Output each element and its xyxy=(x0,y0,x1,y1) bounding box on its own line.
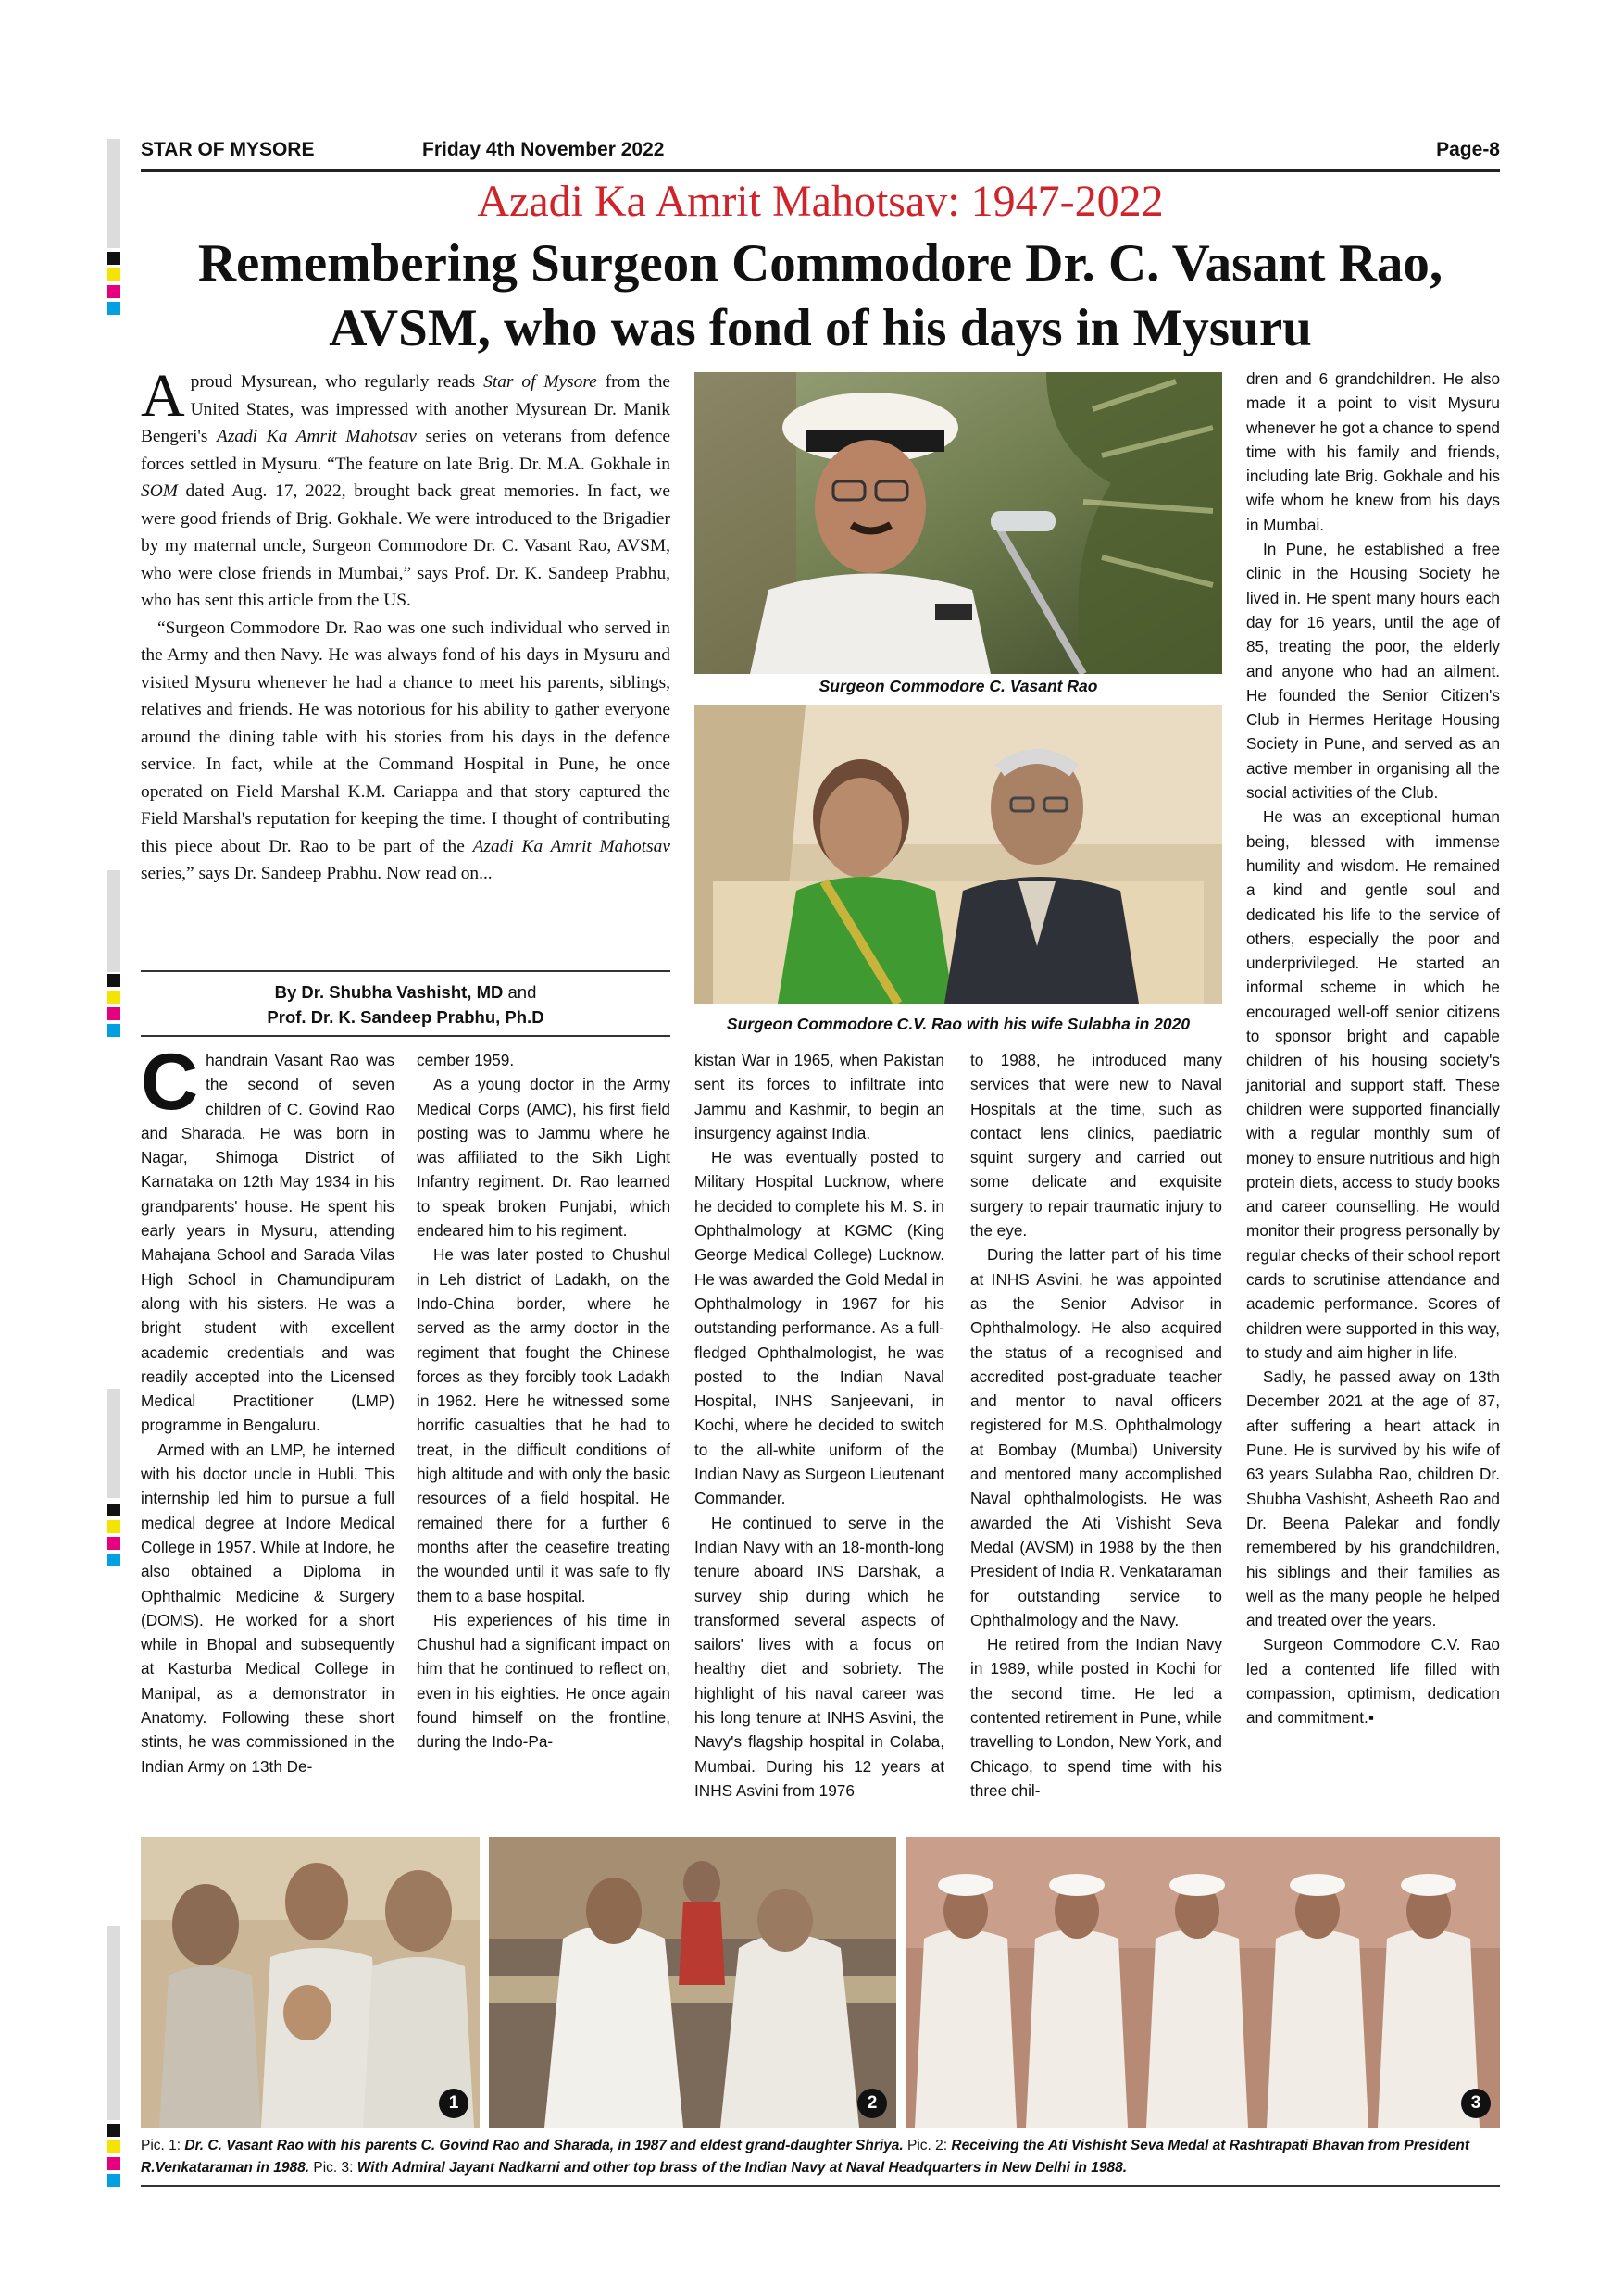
series-kicker: Azadi Ka Amrit Mahotsav: 1947-2022 xyxy=(477,177,1164,226)
publication-name: STAR OF MYSORE xyxy=(141,139,315,160)
color-swatch-cyan xyxy=(107,1554,120,1566)
drop-cap: C xyxy=(141,1038,199,1127)
portrait-caption: Surgeon Commodore C. Vasant Rao xyxy=(818,677,1098,695)
color-swatch-magenta xyxy=(107,2157,120,2170)
issue-date: Friday 4th November 2022 xyxy=(422,139,665,160)
color-swatch-cyan xyxy=(107,302,120,315)
color-swatch-black xyxy=(107,252,120,265)
couple-caption: Surgeon Commodore C.V. Rao with his wife Sulabha in 2020 xyxy=(726,1015,1191,1033)
color-swatch-black xyxy=(107,974,120,987)
registration-bar-mid1 xyxy=(107,870,120,972)
naval-headquarters-photo xyxy=(906,1837,1500,2128)
photo-badge-2: 2 xyxy=(857,2089,887,2118)
article-column-2: cember 1959. As a young doctor in the Army Medical Corps (AMC), his first field posting was to Jammu where he was affiliated to the Sikh Light Infantry regiment. Dr. Rao learned to speak broken Punjabi, which endeared him to his regiment. He was later posted to Chushul in Leh district of Ladakh, on the Indo-China border, where he served as the army doctor in the regiment that fought the Chinese forces as they forcibly took Ladakh in 1962. Here he witnessed some horrific casualties that he had to treat, in the difficult conditions of high altitude and with only the basic resources of a field hospital. He remained there for a further 6 months after the ceasefire treating the wounded until it was safe to fly them to a base hospital. His experiences of his time in Chushul had a significant impact on him that he continued to reflect on, even in his eighties. He once again found himself on the frontline, during the Indo-Pa- xyxy=(417,1051,670,1752)
article-column-4: to 1988, he introduced many services that were new to Naval Hospitals at the time, such as contact lens clinics, paediatric squint surgery and carried out some delicate and exquisite surgery to repair traumatic injury to the eye. During the latter part of his time at INHS Asvini, he was appointed as the Senior Advisor in Ophthalmology. He also acquired the status of a recognised and accredited post-graduate teacher and mentor to naval officers registered for M.S. Ophthalmology at Bombay (Mumbai) University and mentored many accomplished Naval ophthalmologists. He was awarded the Ati Vishisht Seva Medal (AVSM) in 1988 by the then President of India R. Venkataraman for outstanding service to Ophthalmology and the Navy. He retired from the Indian Navy in 1989, while posted in Kochi for the second time. He led a contented retirement in Pune, while travelling to London, New York, and Chicago, to spend time with his three chil- xyxy=(970,1051,1222,1800)
intro-paragraph-1: Aproud Mysurean, who regularly reads Star of Mysore from the United States, was impressed with another Mysurean Dr. Manik Bengeri's Azadi Ka Amrit Mahotsav series on veterans from defence forces settled in Mysuru. “The feature on late Brig. Dr. M.A. Gokhale in SOM dated Aug. 17, 2022, brought back great memories. In fact, we were good friends of Brig. Gokhale. We were introduced to the Brigadier by my maternal uncle, Surgeon Commodore Dr. C. Vasant Rao, AVSM, who were close friends in Mumbai,” says Prof. Dr. K. Sandeep Prabhu, who has sent this article from the US. xyxy=(141,362,670,610)
color-swatch-magenta xyxy=(107,1537,120,1550)
end-mark: ▪ xyxy=(1368,1708,1374,1728)
color-swatch-black xyxy=(107,1504,120,1516)
photo-badge-1: 1 xyxy=(439,2089,468,2118)
family-photo xyxy=(141,1837,480,2128)
intro-text xyxy=(141,362,670,888)
drop-cap: A xyxy=(141,362,185,430)
header-rule xyxy=(141,169,1500,172)
color-swatch-yellow xyxy=(107,268,120,281)
bottom-rule xyxy=(141,2185,1500,2187)
medal-ceremony-photo xyxy=(489,1837,896,2128)
photo-badge-3: 3 xyxy=(1461,2089,1491,2118)
portrait-photo xyxy=(694,372,1222,674)
article-column-3: kistan War in 1965, when Pakistan sent its forces to infiltrate into Jammu and Kashmir, to begin an insurgency against India. He was eventually posted to Military Hospital Lucknow, where he decided to complete his M. S. in Ophthalmology at KGMC (King George Medical College) Lucknow. He was awarded the Gold Medal in Ophthalmology in 1967 for his outstanding performance. As a full-fledged Ophthalmologist, he was posted to the Indian Naval Hospital, INHS Sanjeevani, in Kochi, where he decided to switch to the all-white uniform of the Indian Navy as Surgeon Lieutenant Commander. He continued to serve in the Indian Navy with an 18-month-long tenure aboard INS Darshak, a survey ship during which he transformed several aspects of sailors' lives with a focus on healthy diet and sobriety. The highlight of his naval career was his long tenure at INHS Asvini, the Navy's flagship hospital in Colaba, Mumbai. During his 12 years at INHS Asvini from 1976 xyxy=(694,1051,944,1800)
color-swatch-black xyxy=(107,2124,120,2137)
intro-paragraph-2: “Surgeon Commodore Dr. Rao was one such individual who served in the Army and then Navy. He was always fond of his days in Mysuru and visited Mysuru whenever he had a chance to meet his parents, siblings, relatives and friends. He was notorious for his ability to gather everyone around the dining table with his stories from his days in the defence service. In fact, while at the Command Hospital in Pune, he once operated on Field Marshal K.M. Cariappa and that story captured the Field Marshal's reputation for keeping the time. I thought of contributing this piece about Dr. Rao to be part of the Azadi Ka Amrit Mahotsav series,” says Dr. Sandeep Prabhu. Now read on... xyxy=(141,618,670,883)
couple-photo xyxy=(694,705,1222,1004)
color-swatch-cyan xyxy=(107,2174,120,2187)
byline: By Dr. Shubha Vashisht, MD and Prof. Dr. K. Sandeep Prabhu, Ph.D xyxy=(267,982,544,1027)
article-column-5: dren and 6 grandchildren. He also made it a point to visit Mysuru whenever he got a chance to spend time with his family and friends, including late Brig. Gokhale and his wife whom he knew from his days in Mumbai. In Pune, he established a free clinic in the Housing Society he lived in. He spent many hours each day for 16 years, until the age of 85, treating the poor, the elderly and anyone who had an ailment. He founded the Senior Citizen's Club in Hermes Heritage Housing Society in Pune, and served as an active member in organising all the social activities of the Club. He was an exceptional human being, blessed with immense humility and wisdom. He remained a kind and gentle soul and dedicated his life to the service of others, especially the poor and underprivileged. He started an informal scheme in which he encouraged well-off senior citizens to sponsor bright and capable children of his housing society's janitorial and support staff. These children were supported financially with a regular monthly sum of money to ensure nutritious and high protein diets, access to study books and career counselling. He would monitor their progress personally by regular checks of their school report cards to scrutinise attendance and academic performance. Scores of children were supported in this way, to study and aim higher in life. Sadly, he passed away on 13th December 2021 at the age of 87, after suffering a heart attack in Pune. He is survived by his wife of 63 years Sulabha Rao, children Dr. Shubha Vashisht, Asheeth Rao and Dr. Beena Palekar and fondly remembered by his grandchildren, his siblings and their families as well as the many people he helped and treated over the years. Surgeon Commodore C.V. Rao led a contented life filled with compassion, optimism, dedication and commitment.▪ xyxy=(1246,369,1500,1728)
color-swatch-cyan xyxy=(107,1024,120,1037)
page-title: Remembering Surgeon Commodore Dr. C. Vasant Rao, AVSM, who was fond of his days in Mysuru xyxy=(197,234,1443,357)
color-swatch-yellow xyxy=(107,2140,120,2153)
page-number: Page-8 xyxy=(1436,139,1500,160)
color-swatch-yellow xyxy=(107,1520,120,1533)
registration-bar-mid2 xyxy=(107,1389,120,1498)
byline-rule-bottom xyxy=(141,1035,670,1037)
photo-captions: Pic. 1: Dr. C. Vasant Rao with his parents C. Govind Rao and Sharada, in 1987 and eldest grand-daughter Shriya. Pic. 2: Receiving the Ati Vishisht Seva Medal at Rashtrapati Bhavan from President R.Venkataraman in 1988. Pic. 3: With Admiral Jayant Nadkarni and other top brass of the Indian Navy at Naval Headquarters in New Delhi in 1988. xyxy=(141,2138,1469,2176)
byline-rule-top xyxy=(141,970,670,972)
color-swatch-yellow xyxy=(107,991,120,1004)
color-swatch-magenta xyxy=(107,285,120,298)
registration-bar-top xyxy=(107,139,120,248)
registration-bar-bottom xyxy=(107,1926,120,2120)
color-swatch-magenta xyxy=(107,1007,120,1020)
article-column-1: Chandrain Vasant Rao was the second of seven children of C. Govind Rao and Sharada. He was born in Nagar, Shimoga District of Karnataka on 12th May 1934 in his grandparents' house. He spent his early years in Mysuru, attending Mahajana School and Sarada Vilas High School in Chamundipuram along with his sisters. He was a bright student with excellent academic credentials and was readily accepted into the Licensed Medical Practitioner (LMP) programme in Bengaluru. Armed with an LMP, he interned with his doctor uncle in Hubli. This internship led him to pursue a full medical degree at Indore Medical College in 1957. While at Indore, he also obtained a Diploma in Ophthalmic Medicine & Surgery (DOMS). He worked for a short while in Bhopal and subsequently at Kasturba Medical College in Manipal, as a demonstrator in Anatomy. Following these short stints, he was commissioned in the Indian Army on 13th De- xyxy=(141,1038,394,1776)
